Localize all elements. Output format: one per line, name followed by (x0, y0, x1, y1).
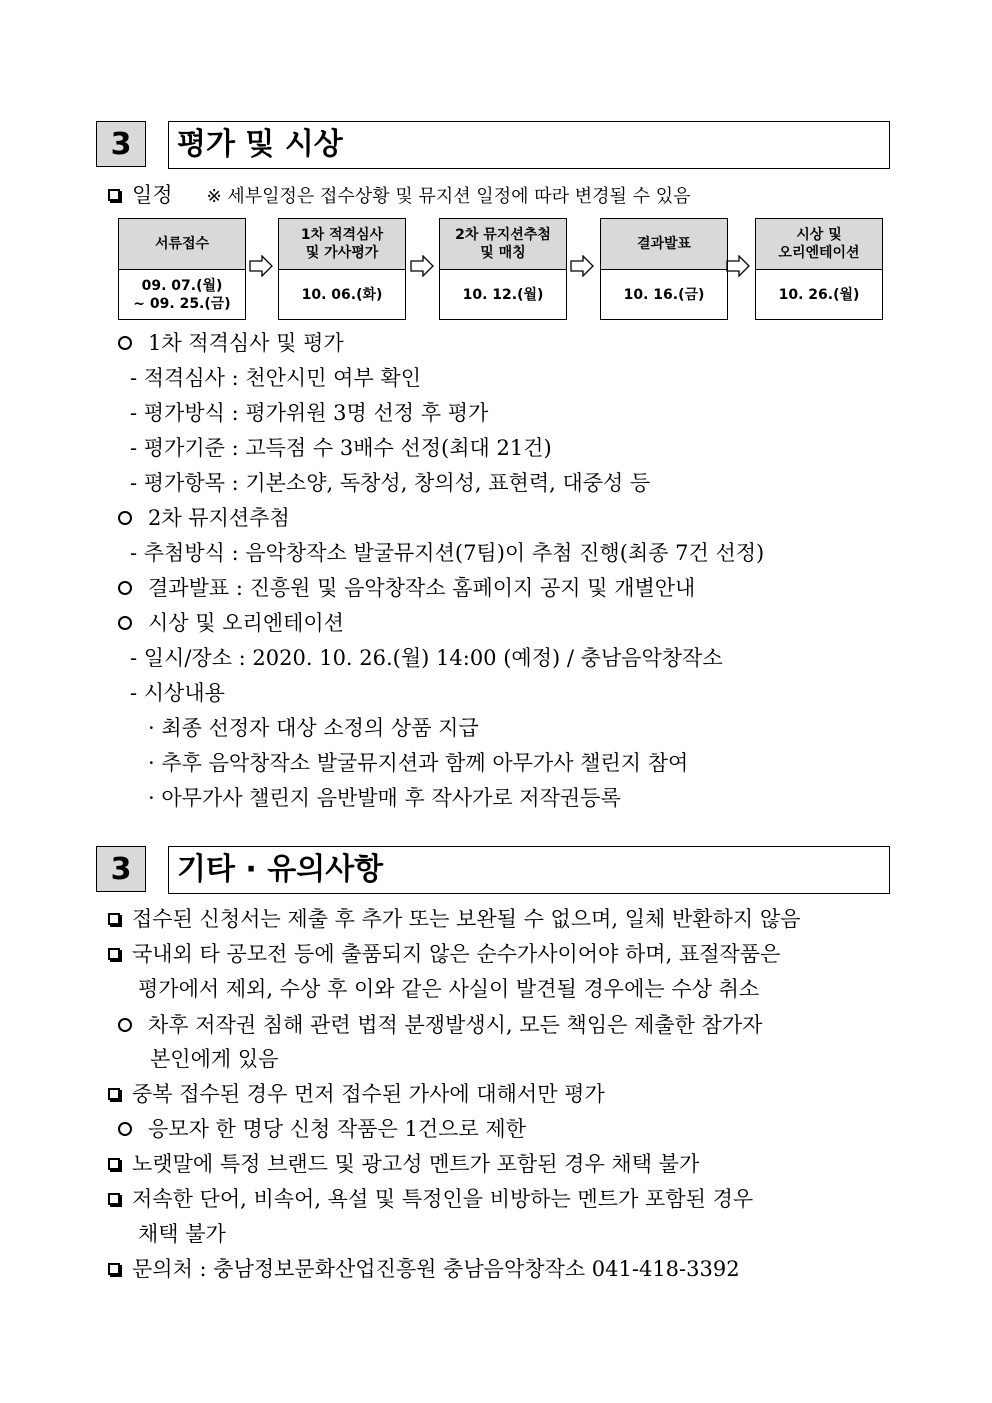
arrow-right-icon (410, 255, 434, 277)
step-box (278, 218, 406, 320)
list-item: - 평가방식 : 평가위원 3명 선정 후 평가 (130, 401, 489, 425)
list-item: 국내외 타 공모전 등에 출품되지 않은 순수가사이어야 하며, 표절작품은 (108, 939, 780, 969)
step-title: 결과발표 (601, 219, 727, 270)
schedule-line (108, 180, 690, 212)
circle-bullet-icon (118, 336, 132, 350)
list-item: 채택 불가 (138, 1222, 226, 1246)
list-item: 접수된 신청서는 제출 후 추가 또는 보완될 수 없으며, 일체 반환하지 않음 (108, 904, 800, 934)
list-item: · 아무가사 챌린지 음반발매 후 작사가로 저작권등록 (148, 786, 621, 810)
list-item: 평가에서 제외, 수상 후 이와 같은 사실이 발견될 경우에는 수상 취소 (138, 977, 760, 1001)
arrow-right-icon (249, 255, 273, 277)
schedule-label: 일정 (132, 183, 173, 207)
step-title: 서류접수 (119, 219, 245, 270)
list-item: 본인에게 있음 (150, 1047, 279, 1071)
list-item: · 추후 음악창작소 발굴뮤지션과 함께 아무가사 챌린지 참여 (148, 751, 689, 775)
step-box (118, 218, 246, 320)
step-box (755, 218, 883, 320)
list-item: - 시상내용 (130, 681, 225, 705)
list-item: - 적격심사 : 천안시민 여부 확인 (130, 366, 421, 390)
circle-bullet-icon (118, 1122, 132, 1136)
checkbox-square-icon (108, 189, 120, 201)
step-title: 시상 및 오리엔테이션 (756, 219, 882, 270)
section-title: 평가 및 시상 (168, 121, 890, 169)
list-item: · 최종 선정자 대상 소정의 상품 지급 (148, 716, 479, 740)
list-item: 저속한 단어, 비속어, 욕설 및 특정인을 비방하는 멘트가 포함된 경우 (108, 1184, 753, 1214)
list-item: - 추첨방식 : 음악창작소 발굴뮤지션(7팀)이 추첨 진행(최종 7건 선정) (130, 541, 765, 565)
checkbox-square-icon (108, 913, 120, 925)
section-number: 3 (96, 121, 146, 167)
list-item: - 일시/장소 : 2020. 10. 26.(월) 14:00 (예정) / 충남음악창작소 (130, 646, 723, 670)
step-title: 2차 뮤지션추첨 및 매칭 (440, 219, 566, 270)
circle-bullet-icon (118, 616, 132, 630)
list-item: - 평가기준 : 고득점 수 3배수 선정(최대 21건) (130, 436, 552, 460)
step-box (600, 218, 728, 320)
list-item: 노랫말에 특정 브랜드 및 광고성 멘트가 포함된 경우 채택 불가 (108, 1149, 699, 1179)
circle-bullet-icon (118, 511, 132, 525)
circle-bullet-icon (118, 1018, 132, 1032)
list-item: 시상 및 오리엔테이션 (118, 608, 344, 638)
checkbox-square-icon (108, 1193, 120, 1205)
section-header-notes (96, 846, 890, 894)
checkbox-square-icon (108, 1158, 120, 1170)
step-date: 09. 07.(월) ~ 09. 25.(금) (133, 278, 231, 312)
section-title: 기타 · 유의사항 (168, 846, 890, 894)
circle-bullet-icon (118, 581, 132, 595)
list-item: 1차 적격심사 및 평가 (118, 328, 344, 358)
list-item: 중복 접수된 경우 먼저 접수된 가사에 대해서만 평가 (108, 1079, 605, 1109)
list-item: - 평가항목 : 기본소양, 독창성, 창의성, 표현력, 대중성 등 (130, 471, 651, 495)
step-date: 10. 12.(월) (462, 287, 544, 303)
step-date: 10. 16.(금) (623, 287, 705, 303)
checkbox-square-icon (108, 948, 120, 960)
step-box (439, 218, 567, 320)
step-title: 1차 적격심사 및 가사평가 (279, 219, 405, 270)
schedule-note: ※ 세부일정은 접수상황 및 뮤지션 일정에 따라 변경될 수 있음 (206, 186, 691, 207)
list-item: 결과발표 : 진흥원 및 음악창작소 홈페이지 공지 및 개별안내 (118, 573, 695, 603)
list-item: 응모자 한 명당 신청 작품은 1건으로 제한 (118, 1114, 526, 1144)
section-header-evaluation (96, 121, 890, 169)
list-item: 2차 뮤지션추첨 (118, 503, 290, 533)
arrow-right-icon (726, 255, 750, 277)
list-item: 문의처 : 충남정보문화산업진흥원 충남음악창작소 041-418-3392 (108, 1254, 740, 1284)
arrow-right-icon (570, 255, 594, 277)
section-number: 3 (96, 846, 146, 892)
list-item: 차후 저작권 침해 관련 법적 분쟁발생시, 모든 책임은 제출한 참가자 (118, 1010, 762, 1040)
checkbox-square-icon (108, 1263, 120, 1275)
checkbox-square-icon (108, 1088, 120, 1100)
step-date: 10. 26.(월) (778, 287, 860, 303)
step-date: 10. 06.(화) (301, 287, 383, 303)
